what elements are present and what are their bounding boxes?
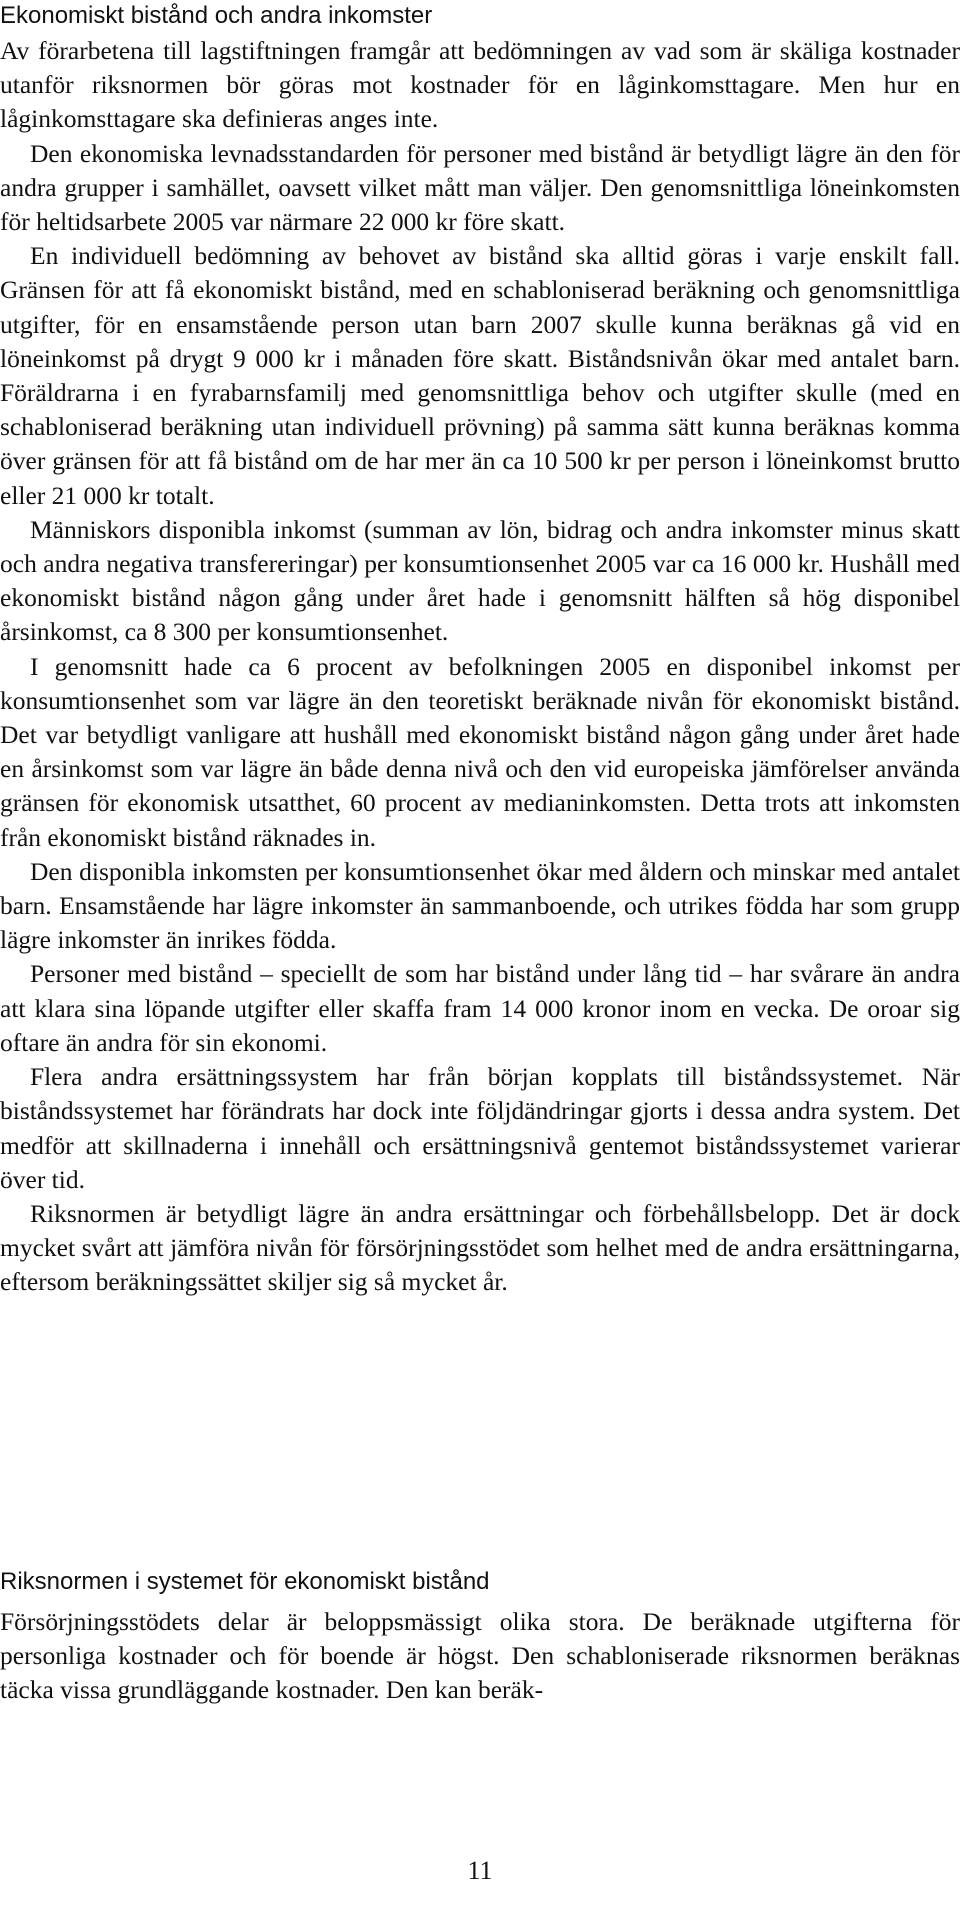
- section-body-ekonomiskt-bistand: [0, 34, 960, 1300]
- paragraph: Personer med bistånd – speciellt de som har bistånd under lång tid – har svårare än andra att klara sina löpande utgifter eller skaffa fram 14 000 kronor inom en vecka. De oroar sig oftare än andra för sin ekonomi.: [0, 959, 960, 1057]
- page-number: 11: [467, 1856, 493, 1885]
- section-heading-ekonomiskt-bistand: Ekonomiskt bistånd och andra inkomster: [0, 2, 433, 29]
- paragraph: Den ekonomiska levnadsstandarden för personer med bistånd är betydligt lägre än den för andra grupper i samhället, oavsett vilket mått man väljer. Den genomsnittliga löneinkomsten för heltidsarbete 2005 var närmare 22 000 kr före skatt.: [0, 138, 960, 237]
- paragraph: Av förarbetena till lagstiftningen framgår att bedömningen av vad som är skäliga kostnader utanför riksnormen bör göras mot kostnader för en låginkomsttagare. Men hur en låginkomsttagare ska definieras anges inte.: [0, 36, 960, 134]
- section-heading-riksnormen: Riksnormen i systemet för ekonomiskt bistånd: [0, 1568, 490, 1595]
- paragraph: Försörjningsstödets delar är beloppsmässigt olika stora. De beräknade utgifterna för personliga kostnader och för boende är högst. Den schabloniserade riksnormen beräknas täcka vissa grundläggande kostnader. Den kan beräk-: [0, 1607, 960, 1705]
- section-body-riksnormen: [0, 1605, 960, 1708]
- paragraph: Flera andra ersättningssystem har från början kopplats till biståndssystemet. När biståndssystemet har förändrats har dock inte följdändringar gjorts i dessa andra system. Det medför att skillnaderna i innehåll och ersättningsnivå gentemot biståndssystemet varierar över tid.: [0, 1062, 960, 1194]
- paragraph: En individuell bedömning av behovet av bistånd ska alltid göras i varje enskilt fall. Gränsen för att få ekonomiskt bistånd, med en schabloniserad beräkning och genomsnittliga utgifter, för en ensamstående person utan barn 2007 skulle kunna beräknas gå vid en löneinkomst på drygt 9 000 kr i månaden före skatt. Biståndsnivån ökar med antalet barn. Föräldrarna i en fyrabarnsfamilj med genomsnittliga behov och utgifter skulle (med en schabloniserad beräkning utan individuell prövning) på samma sätt kunna beräknas komma över gränsen för att få bistånd om de har mer än ca 10 500 kr per person i löneinkomst brutto eller 21 000 kr totalt.: [0, 241, 960, 510]
- paragraph: I genomsnitt hade ca 6 procent av befolkningen 2005 en disponibel inkomst per konsumtionsenhet som var lägre än den teoretiskt beräknade nivån för ekonomiskt bistånd. Det var betydligt vanligare att hushåll med ekonomiskt bistånd någon gång under året hade en årsinkomst som var lägre än både denna nivå och den vid europeiska jämförelser använda gränsen för ekonomisk utsatthet, 60 procent av medianinkomsten. Detta trots att inkomsten från ekonomiskt bistånd räknades in.: [0, 651, 960, 852]
- paragraph: Den disponibla inkomsten per konsumtionsenhet ökar med åldern och minskar med antalet barn. Ensamstående har lägre inkomster än sammanboende, och utrikes födda har som grupp lägre inkomster än inrikes födda.: [0, 856, 960, 955]
- paragraph: Människors disponibla inkomst (summan av lön, bidrag och andra inkomster minus skatt och andra negativa transfereringar) per konsumtionsenhet 2005 var ca 16 000 kr. Hushåll med ekonomiskt bistånd någon gång under året hade i genomsnitt hälften så hög disponibel årsinkomst, ca 8 300 per konsumtionsenhet.: [0, 514, 960, 647]
- paragraph: Riksnormen är betydligt lägre än andra ersättningar och förbehållsbelopp. Det är dock mycket svårt att jämföra nivån för försörjningsstödet som helhet med de andra ersättningarna, eftersom beräkningssättet skiljer sig så mycket år.: [0, 1198, 960, 1297]
